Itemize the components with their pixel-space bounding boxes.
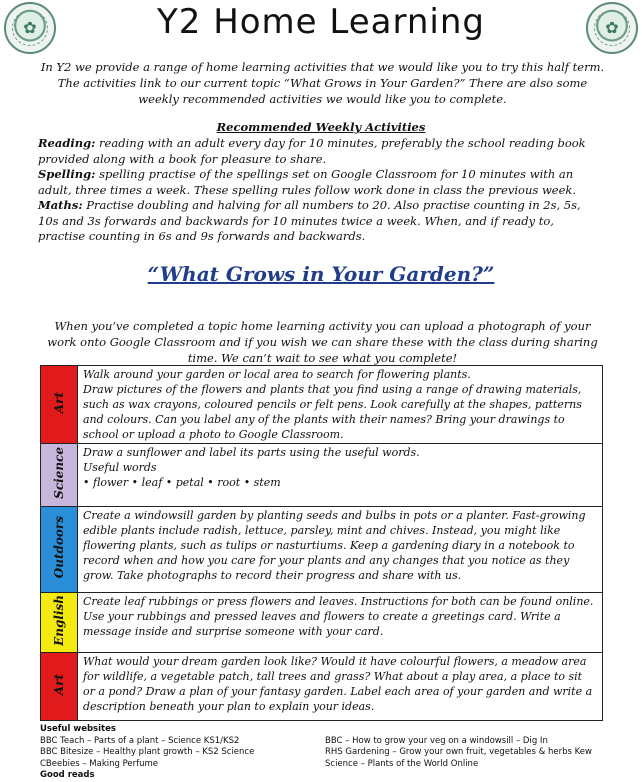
subject-label: Science: [52, 447, 66, 499]
website-link[interactable]: BBC Bitesize – Healthy plant growth – KS2 Science: [40, 747, 255, 757]
topic-title: “What Grows in Your Garden?”: [147, 262, 495, 286]
recommended-heading: Recommended Weekly Activities: [216, 120, 426, 134]
flower-icon: ✿: [605, 18, 619, 37]
description-line: Useful words: [83, 461, 157, 474]
subject-label: English: [52, 595, 66, 646]
subject-label: Art: [52, 673, 66, 696]
subject-label: Outdoors: [52, 516, 66, 579]
subject-label: Art: [52, 391, 66, 414]
website-column-right: [325, 736, 610, 771]
table-row: [41, 593, 603, 653]
description-line: Walk around your garden or local area to search for flowering plants.: [83, 368, 471, 381]
website-link[interactable]: CBeebies – Making Perfume: [40, 758, 159, 769]
subject-cell: [41, 507, 78, 593]
activity-description: [78, 444, 603, 507]
subject-cell: [41, 653, 78, 721]
table-row: [41, 653, 603, 721]
description-line: Create a windowsill garden by planting seeds and bulbs in pots or a planter. Fast-growing edible plants include radish, lettuce, parsley, mint and chives. Instead, you might like flowering plants, such as tulips or nasturtiums. Keep a gardening diary in a notebook to record when and how you care for your plants and any changes that you notice as they grow. Take photographs to record their progress and share with us.: [83, 509, 586, 582]
intro-paragraph: In Y2 we provide a range of home learning activities that we would like you to try this half term. The activities link to our current topic “What Grows in Your Garden?” There are also some weekly recommended activities we would like you to complete.: [40, 60, 605, 106]
activity-text: reading with an adult every day for 10 minutes, preferably the school reading book provided along with a book for pleasure to share.: [38, 136, 586, 166]
description-line: • flower • leaf • petal • root • stem: [83, 476, 281, 489]
website-columns: [40, 736, 610, 771]
weekly-activities: [38, 136, 604, 245]
activity-description: [78, 653, 603, 721]
subject-cell: [41, 444, 78, 507]
activity-text: Practise doubling and halving for all numbers to 20. Also practise counting in 2s, 5s, 10s and 3s forwards and backwards for 10 minutes twice a week. When, and if ready to, practise counting in 6s and 9s forwards and backwards.: [38, 198, 581, 243]
subject-cell: [41, 366, 78, 444]
website-column-left: [40, 736, 325, 771]
subject-cell: [41, 593, 78, 653]
activity-label: Reading:: [38, 136, 96, 150]
activity-text: spelling practise of the spellings set on Google Classroom for 10 minutes with an adult, three times a week. These spelling rules follow work done in class the previous week.: [38, 167, 577, 197]
website-link[interactable]: BBC Teach – Parts of a plant – Science KS1/KS2: [40, 735, 240, 746]
description-line: Create leaf rubbings or press flowers and leaves. Instructions for both can be found online. Use your rubbings and pressed leaves and flowers to create a greetings card. Write a message inside and surprise someone with your card.: [83, 595, 594, 638]
upload-instructions: When you’ve completed a topic home learning activity you can upload a photograph of your work onto Google Classroom and if you wish we can share these with the class during sharing time. We can’t wait to see what you complete!: [47, 319, 598, 365]
footer-heading: Useful websites: [40, 724, 116, 734]
description-line: What would your dream garden look like? Would it have colourful flowers, a meadow area for wildlife, a vegetable patch, tall trees and grass? What about a play area, a place to sit or a pond? Draw a plan of your fantasy garden. Label each area of your garden and write a description beneath your plan to explain your ideas.: [83, 655, 593, 713]
description-line: Draw a sunflower and label its parts using the useful words.: [83, 446, 420, 459]
activity-table: [40, 365, 603, 721]
activity-description: [78, 507, 603, 593]
activity-reading: [38, 136, 604, 167]
activity-description: [78, 366, 603, 444]
website-link[interactable]: BBC – How to grow your veg on a windowsill – Dig In: [325, 735, 548, 746]
useful-websites: [40, 724, 610, 782]
table-row: [41, 507, 603, 593]
activity-spelling: [38, 167, 604, 198]
page-title: Y2 Home Learning: [156, 2, 486, 42]
description-line: Draw pictures of the flowers and plants that you find using a range of drawing materials, such as wax crayons, coloured pencils or felt pens. Look carefully at the shapes, patterns and colours. Can you label any of the plants with their names? Bring your drawings to school or upload a photo to Google Classroom.: [83, 383, 582, 441]
website-link[interactable]: RHS Gardening – Grow your own fruit, vegetables & herbs Kew: [325, 747, 592, 757]
activity-maths: [38, 198, 604, 245]
activity-label: Spelling:: [38, 167, 96, 181]
flower-icon: ✿: [23, 18, 37, 37]
table-row: [41, 444, 603, 507]
website-link[interactable]: Science – Plants of the World Online: [325, 758, 479, 769]
good-reads-heading: Good reads: [40, 770, 95, 780]
activity-description: [78, 593, 603, 653]
activity-label: Maths:: [38, 198, 83, 212]
table-row: [41, 366, 603, 444]
